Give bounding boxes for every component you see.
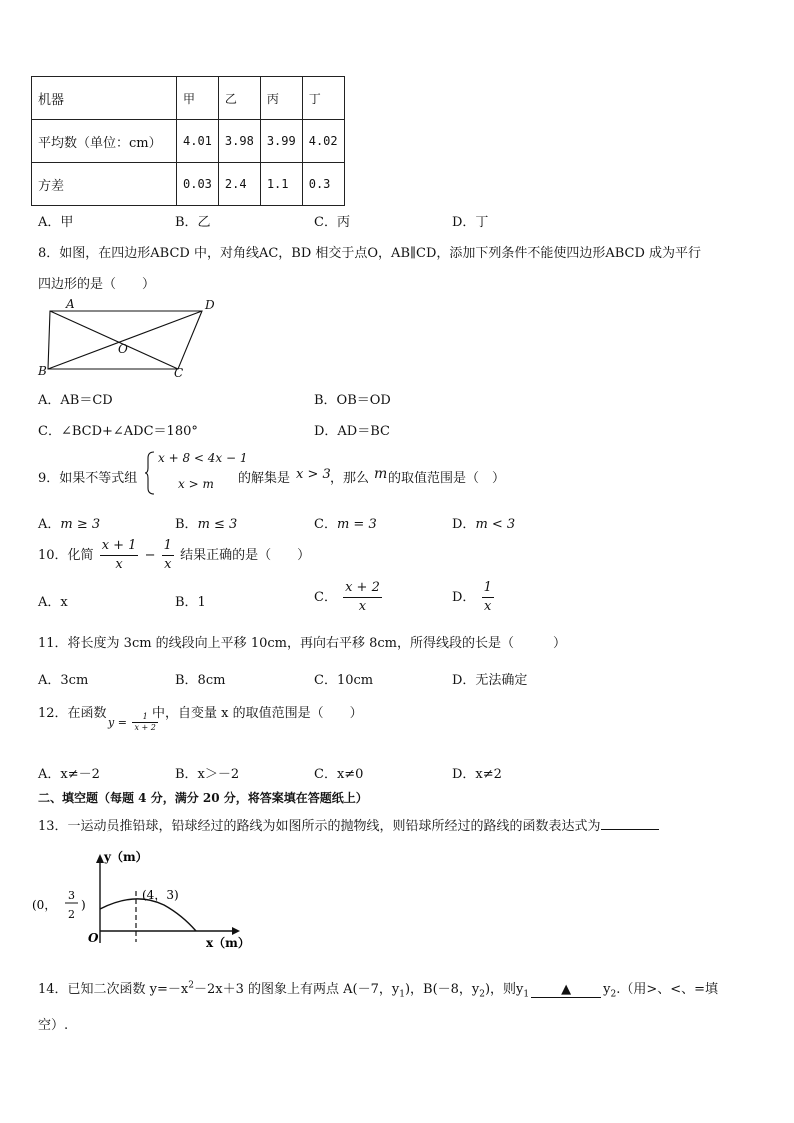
- option-letter: C．: [314, 517, 337, 532]
- q14-text-5: y: [603, 982, 611, 997]
- fraction-1-over-x: [162, 537, 174, 574]
- numerator: 1: [482, 579, 494, 598]
- fraction-x-plus-1-over-x: [100, 537, 139, 574]
- q13-stem: [38, 815, 659, 834]
- table-cell: 平均数（单位：cm）: [32, 120, 177, 163]
- x-axis-arrow-icon: [232, 927, 240, 935]
- option-letter: D．: [452, 589, 476, 605]
- option-value: m ≥ 3: [60, 517, 101, 532]
- start-point-numerator: 3: [68, 889, 75, 902]
- y-axis-label: y（m）: [104, 850, 148, 864]
- option-letter: D．: [452, 517, 476, 532]
- q9-option-d[interactable]: [452, 513, 515, 532]
- parabola-figure: [30, 843, 250, 953]
- parabola-curve: [100, 899, 196, 931]
- q7-option-a[interactable]: A．甲: [38, 215, 74, 230]
- q9-suffix2: 的取值范围是（ ）: [388, 471, 506, 486]
- option-letter: A．: [38, 517, 61, 532]
- diagonal-ac: [50, 311, 178, 369]
- q7-option-c[interactable]: C．丙: [314, 215, 350, 230]
- q10-option-a[interactable]: A．x: [38, 595, 68, 610]
- parallelogram-figure: [30, 293, 230, 381]
- table-row: [32, 120, 345, 163]
- q10-stem: [38, 537, 310, 574]
- q8-option-d[interactable]: D．AD＝BC: [314, 424, 390, 439]
- q12-prefix: 12．在函数: [38, 706, 107, 721]
- q11-option-c[interactable]: C．10cm: [314, 673, 374, 688]
- q14-text-6: .（用>、<、=填: [616, 982, 719, 997]
- left-brace-icon: [144, 450, 156, 496]
- table-cell: 3.98: [218, 120, 260, 163]
- fraction-x-plus-2-over-x: [343, 579, 382, 616]
- q11-option-a[interactable]: A．3cm: [38, 673, 89, 688]
- q14-text-2: －2x＋3 的图象上有两点 A(－7，y: [193, 982, 400, 997]
- q11-option-d[interactable]: D．无法确定: [452, 673, 528, 688]
- q14-text-4: )，则y: [484, 982, 524, 997]
- denominator: x: [484, 599, 492, 614]
- option-value: m ≤ 3: [197, 517, 238, 532]
- vertex-label: (4，3): [142, 888, 179, 902]
- denominator: x: [164, 557, 172, 572]
- q7-option-d[interactable]: D．丁: [452, 215, 489, 230]
- denominator: x: [115, 557, 123, 572]
- exponent: 2: [188, 980, 194, 991]
- q12-option-b[interactable]: B．x＞－2: [175, 767, 240, 782]
- origin-label: O: [88, 931, 99, 945]
- x-axis-label: x（m）: [206, 936, 250, 950]
- q10-option-d[interactable]: [452, 579, 496, 616]
- q12-suffix: 中，自变量 x 的取值范围是（ ）: [152, 706, 363, 721]
- section-heading: 二、填空题（每题 4 分，满分 20 分，将答案填在答题纸上）: [38, 791, 368, 805]
- table-cell: 4.02: [302, 120, 344, 163]
- numerator: x + 1: [100, 537, 139, 556]
- q9-option-c[interactable]: [314, 513, 377, 532]
- fraction-1-over-x: [482, 579, 494, 616]
- q12-option-d[interactable]: D．x≠2: [452, 767, 502, 782]
- table-row: [32, 77, 345, 120]
- q9-mid: 的解集是: [238, 471, 291, 486]
- q9-option-b[interactable]: [175, 513, 237, 532]
- q9-inequality-1: x + 8 < 4x − 1: [158, 451, 248, 465]
- q13-text: 13．一运动员推铅球，铅球经过的路线为如图所示的抛物线，则铅球所经过的路线的函数表达式为: [38, 819, 601, 834]
- table-cell: 1.1: [260, 163, 302, 206]
- label-c: C: [174, 366, 184, 380]
- variance-table: [31, 76, 345, 206]
- q10-prefix: 10．化简: [38, 547, 94, 563]
- table-cell: 机器: [32, 77, 177, 120]
- triangle-icon: ▲: [561, 982, 572, 997]
- q8-option-a[interactable]: A．AB＝CD: [38, 393, 113, 408]
- table-cell: 乙: [218, 77, 260, 120]
- q11-option-b[interactable]: B．8cm: [175, 673, 226, 688]
- q9-solution: x > 3: [296, 467, 331, 482]
- y-axis-arrow-icon: [96, 854, 104, 863]
- denominator: x: [358, 599, 367, 614]
- function-lhs: y =: [108, 715, 127, 729]
- option-value: m = 3: [336, 517, 377, 532]
- q14-text-1: 14．已知二次函数 y=－x: [38, 982, 189, 997]
- q9-prefix: 9．如果不等式组: [38, 471, 138, 486]
- table-cell: 方差: [32, 163, 177, 206]
- table-cell: 2.4: [218, 163, 260, 206]
- label-a: A: [66, 297, 75, 311]
- answer-blank[interactable]: [601, 817, 659, 830]
- minus-sign: −: [144, 547, 156, 563]
- q11-stem: 11．将长度为 3cm 的线段向上平移 10cm，再向右平移 8cm，所得线段的长是（ ）: [38, 636, 566, 651]
- q10-suffix: 结果正确的是（ ）: [180, 547, 311, 563]
- q7-option-b[interactable]: B．乙: [175, 215, 211, 230]
- numerator: 1: [132, 712, 157, 723]
- denominator: x + 2: [134, 723, 156, 732]
- table-cell: 0.3: [302, 163, 344, 206]
- start-point-denominator: 2: [68, 908, 75, 921]
- numerator: 1: [162, 537, 174, 556]
- label-o: O: [118, 342, 128, 356]
- table-cell: 0.03: [177, 163, 219, 206]
- q14-stem-line1: [38, 978, 718, 1000]
- start-point-prefix: (0，: [32, 898, 57, 912]
- q9-option-a[interactable]: [38, 513, 100, 532]
- q14-stem-line2: 空）.: [38, 1018, 69, 1033]
- table-cell: 4.01: [177, 120, 219, 163]
- option-value: m < 3: [475, 517, 516, 532]
- table-cell: 丁: [302, 77, 344, 120]
- q9-inequality-2: x > m: [178, 477, 214, 491]
- label-d: D: [205, 298, 215, 312]
- q8-stem-line1: 8．如图，在四边形ABCD 中，对角线AC，BD 相交于点O，AB∥CD，添加下列条件不能使四边形ABCD 成为平行: [38, 246, 702, 261]
- q8-stem-line2: 四边形的是（ ）: [38, 277, 156, 292]
- subscript: 2: [479, 989, 485, 1000]
- option-letter: B．: [175, 517, 198, 532]
- numerator: x + 2: [343, 579, 382, 598]
- subscript: 2: [610, 989, 617, 1000]
- q14-text-3: )，B(－8，y: [404, 982, 480, 997]
- diagonal-bd: [48, 311, 202, 369]
- q10-option-c[interactable]: [314, 579, 384, 616]
- q9-var-m: m: [374, 466, 388, 482]
- table-row: [32, 163, 345, 206]
- subscript: 1: [399, 989, 405, 1000]
- subscript: 1: [523, 989, 530, 1000]
- q12-option-c[interactable]: C．x≠0: [314, 767, 364, 782]
- q12-option-a[interactable]: A．x≠－2: [38, 767, 100, 782]
- option-letter: C．: [314, 589, 337, 605]
- start-point-suffix: ): [81, 898, 86, 912]
- answer-blank[interactable]: [531, 982, 601, 998]
- q8-option-b[interactable]: B．OB＝OD: [314, 393, 391, 408]
- table-cell: 甲: [177, 77, 219, 120]
- table-cell: 丙: [260, 77, 302, 120]
- label-b: B: [38, 364, 47, 378]
- q9-suffix: ，那么: [330, 471, 370, 486]
- table-cell: 3.99: [260, 120, 302, 163]
- q8-option-c[interactable]: C．∠BCD+∠ADC＝180°: [38, 424, 198, 439]
- q10-option-b[interactable]: B．1: [175, 595, 206, 610]
